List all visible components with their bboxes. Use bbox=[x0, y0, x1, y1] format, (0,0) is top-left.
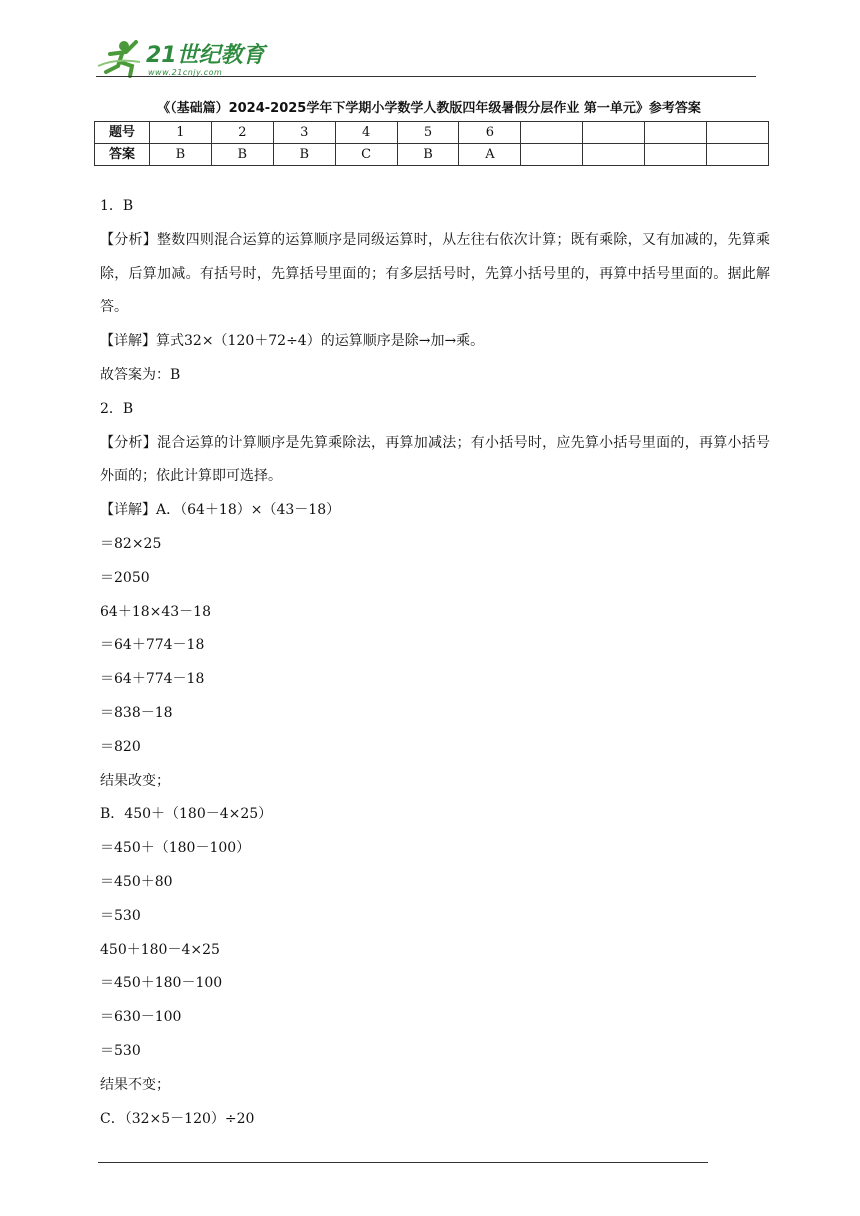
footer-divider bbox=[98, 1162, 708, 1163]
result-note: 结果改变； bbox=[100, 772, 170, 789]
calc-step: ＝450＋（180－100） bbox=[100, 840, 251, 857]
calc-step: ＝2050 bbox=[100, 569, 150, 586]
calc-step: ＝820 bbox=[100, 738, 141, 755]
answer-cell: C bbox=[335, 144, 397, 166]
calc-step: ＝450＋80 bbox=[100, 873, 173, 890]
question-number-row bbox=[95, 122, 769, 144]
answer-row bbox=[95, 144, 769, 166]
question-number-cell: 6 bbox=[459, 122, 521, 144]
logo-wordmark: 21世纪教育 bbox=[146, 43, 265, 68]
calc-step: ＝82×25 bbox=[100, 535, 162, 552]
detail-line: 【详解】A．（64＋18）×（43－18） bbox=[100, 502, 341, 519]
answer-cell: B bbox=[150, 144, 212, 166]
option-line: B．450＋（180－4×25） bbox=[100, 806, 273, 823]
result-note: 结果不变； bbox=[100, 1076, 170, 1093]
analysis-paragraph: 【分析】整数四则混合运算的运算顺序是同级运算时，从左往右依次计算；既有乘除，又有加减的，先算乘除，后算加减。有括号时，先算括号里面的；有多层括号时，先算小括号里的，再算中括号里面的。据此解答。 bbox=[100, 231, 770, 316]
question-number-cell bbox=[645, 122, 707, 144]
conclusion-line: 故答案为：B bbox=[100, 366, 181, 383]
document-title: 《（基础篇）2024-2025学年下学期小学数学人教版四年级暑假分层作业 第一单元》参考答案 bbox=[157, 101, 701, 116]
question-number-cell: 1 bbox=[150, 122, 212, 144]
question-number-cell bbox=[521, 122, 583, 144]
answer-cell: B bbox=[397, 144, 459, 166]
calc-step: ＝530 bbox=[100, 1042, 141, 1059]
option-line: C．（32×5－120）÷20 bbox=[100, 1110, 255, 1127]
calc-step: ＝530 bbox=[100, 907, 141, 924]
calc-step: ＝64＋774－18 bbox=[100, 671, 205, 688]
calc-step: 64＋18×43－18 bbox=[100, 603, 211, 620]
answer-cell: B bbox=[273, 144, 335, 166]
analysis-paragraph: 【分析】混合运算的计算顺序是先算乘除法，再算加减法；有小括号时，应先算小括号里面的，再算小括号外面的；依此计算即可选择。 bbox=[100, 434, 770, 485]
answer-cell bbox=[645, 144, 707, 166]
answer-cell: A bbox=[459, 144, 521, 166]
answer-cell bbox=[583, 144, 645, 166]
answer-cell bbox=[707, 144, 769, 166]
calc-step: ＝64＋774－18 bbox=[100, 637, 205, 654]
answer-table bbox=[94, 121, 769, 166]
answer-cell bbox=[521, 144, 583, 166]
calc-step: 450＋180－4×25 bbox=[100, 941, 220, 958]
question-number-cell: 4 bbox=[335, 122, 397, 144]
question-number-cell: 3 bbox=[273, 122, 335, 144]
question-number-cell: 2 bbox=[211, 122, 273, 144]
logo-url: www.21cnjy.com bbox=[148, 68, 223, 77]
calc-step: ＝838－18 bbox=[100, 704, 173, 721]
question-number-cell bbox=[583, 122, 645, 144]
question-heading: 1．B bbox=[100, 198, 134, 214]
row-label-answer: 答案 bbox=[95, 144, 150, 166]
row-label-question: 题号 bbox=[95, 122, 150, 144]
question-number-cell: 5 bbox=[397, 122, 459, 144]
detail-line: 【详解】算式32×（120＋72÷4）的运算顺序是除→加→乘。 bbox=[100, 333, 485, 350]
question-heading: 2．B bbox=[100, 400, 134, 417]
answer-cell: B bbox=[211, 144, 273, 166]
question-number-cell bbox=[707, 122, 769, 144]
runner-logo-icon bbox=[96, 36, 276, 80]
header-divider bbox=[96, 76, 756, 77]
site-logo bbox=[96, 36, 276, 80]
answer-explanations bbox=[100, 190, 770, 1136]
calc-step: ＝450＋180－100 bbox=[100, 975, 223, 992]
calc-step: ＝630－100 bbox=[100, 1009, 182, 1026]
